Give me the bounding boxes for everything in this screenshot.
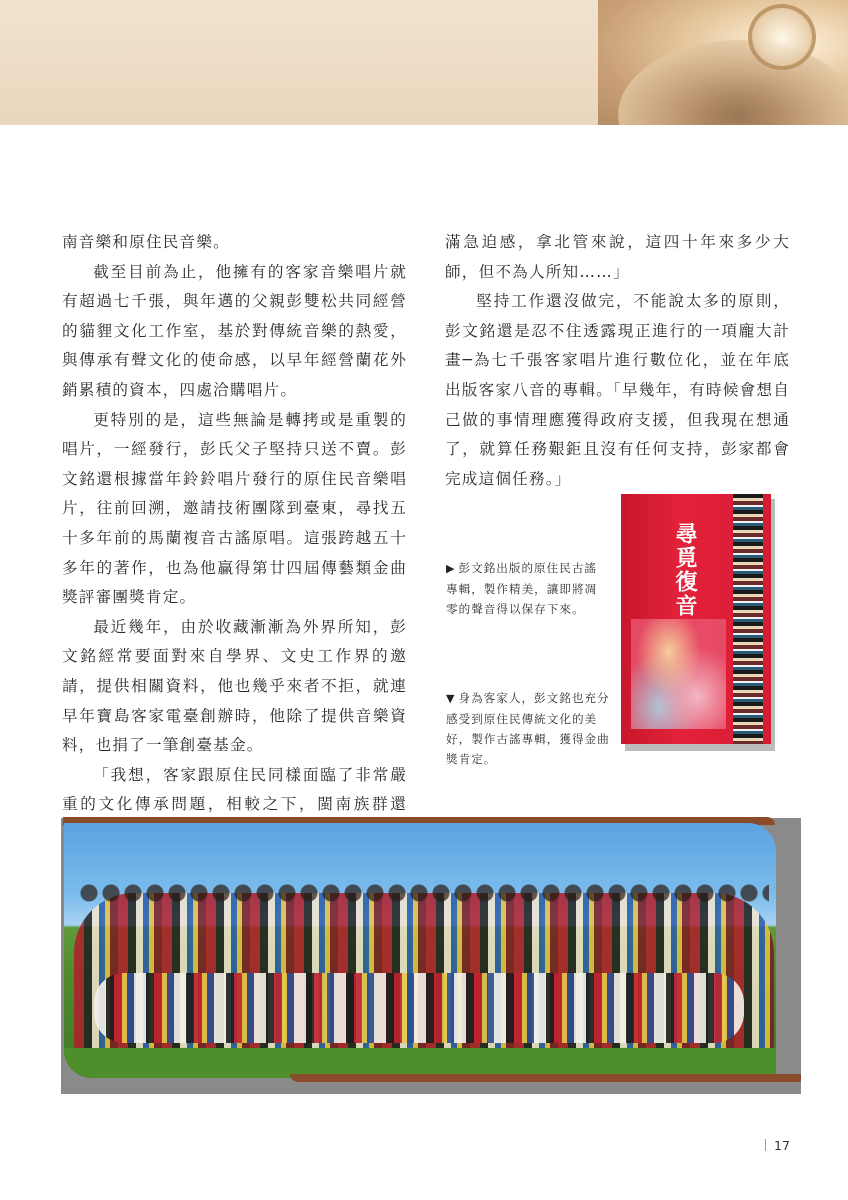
album-caption: [446, 558, 606, 619]
right-triangle-icon: ▶: [446, 562, 456, 575]
left-text-column: [62, 228, 407, 879]
album-box: [621, 494, 771, 744]
gramophone-horn-graphic: [748, 4, 816, 70]
paragraph: 堅持工作還沒做完，不能說太多的原則，彭文銘還是忍不住透露現正進行的一項龐大計畫─為七千張客家唱片進行數位化，並在年底出版客家八音的專輯。「早幾年，有時候會想自己做的事情理應獲得政府支援，但我現在想通了，就算任務艱鉅且沒有任何支持，彭家都會完成這個任務。」: [445, 292, 790, 488]
page-number: [765, 1138, 790, 1153]
page-number-divider: [765, 1139, 766, 1151]
right-text-column: [445, 228, 790, 494]
paragraph: 最近幾年，由於收藏漸漸為外界所知，彭文銘經常要面對來自學界、文史工作界的邀請，提供相關資料，他也幾乎來者不拒，就連早年寶島客家電臺創辦時，他除了提供音樂資料，也捐了一筆創臺基金。: [62, 617, 407, 755]
paragraph: 「我想，客家跟原住民同樣面臨了非常嚴重的文化傳承問題，相較之下，閩南族群還: [62, 765, 407, 814]
group-photo-people-front-row: [94, 973, 744, 1043]
paragraph: 南音樂和原住民音樂。: [62, 233, 230, 251]
paragraph: 更特別的是，這些無論是轉拷或是重製的唱片，一經發行，彭氏父子堅持只送不賣。彭文銘還根據當年鈴鈴唱片發行的原住民音樂唱片，往前回溯，邀請技術團隊到臺東，尋找五十多年前的馬蘭複音古謠原唱。這張跨越五十多年的著作，也為他贏得第廿四屆傳藝類金曲獎評審團獎肯定。: [62, 410, 407, 607]
album-caption-text: 彭文銘出版的原住民古謠專輯，製作精美，讓即將凋零的聲音得以保存下來。: [446, 561, 598, 616]
group-caption-text: 身為客家人，彭文銘也充分感受到原住民傳統文化的美好，製作古謠專輯，獲得金曲獎肯定。: [446, 691, 610, 766]
group-photo: [64, 823, 776, 1078]
page-number-text: 17: [774, 1138, 790, 1153]
group-photo-caption: [446, 688, 614, 769]
record-disc-graphic: [618, 40, 848, 125]
down-triangle-icon: ▼: [446, 692, 456, 705]
album-woven-stripe: [733, 494, 763, 744]
album-title: 尋覓復音: [672, 522, 698, 618]
album-cover-image: [621, 494, 774, 749]
paragraph: 滿急迫感，拿北管來說，這四十年來多少大師，但不為人所知……」: [445, 233, 790, 281]
photo-bottom-accent: [290, 1074, 801, 1082]
album-artwork: [631, 619, 726, 729]
paragraph: 截至目前為止，他擁有的客家音樂唱片就有超過七千張，與年邁的父親彭雙松共同經營的貓貍文化工作室，基於對傳統音樂的熱愛，與傳承有聲文化的使命感，以早年經營蘭花外銷累積的資本，四處洽購唱片。: [62, 262, 407, 399]
gramophone-header-image: [598, 0, 848, 125]
group-photo-heads: [79, 863, 769, 923]
